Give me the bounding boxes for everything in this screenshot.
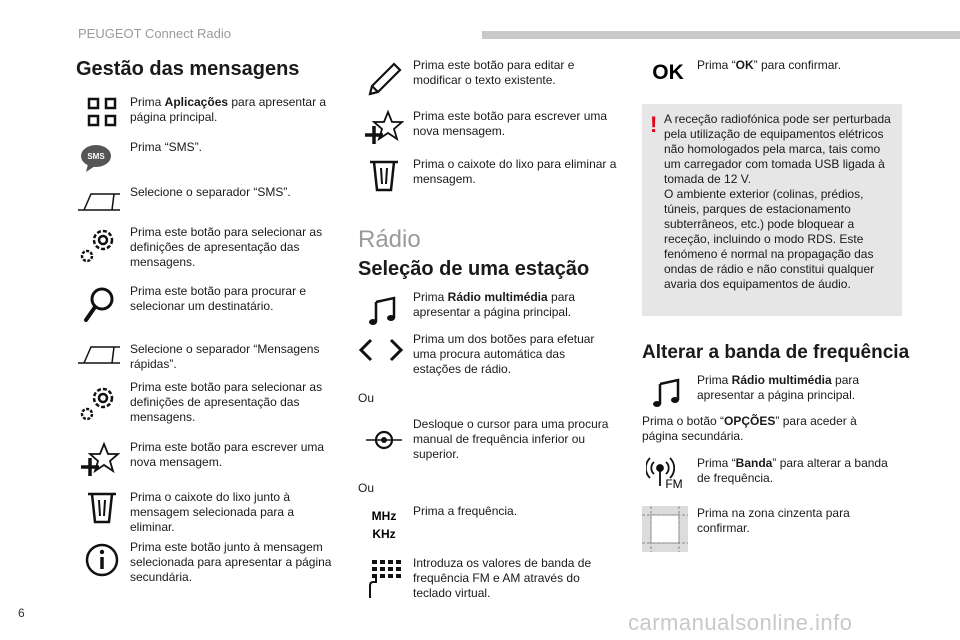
text-radio-multimedia-2: Prima Rádio multimédia para apresentar a página principal. [697, 373, 860, 402]
text-keypad: Introduza os valores de banda de frequência FM e AM através do teclado virtual. [413, 556, 592, 600]
text-search: Prima este botão para procurar e selecionar um destinatário. [130, 284, 307, 313]
tab-separator-icon [76, 333, 122, 373]
section-title-radio: Rádio [358, 226, 421, 253]
ok-icon [648, 56, 688, 86]
settings-gears-icon [78, 380, 122, 424]
music-note-icon [648, 372, 688, 412]
grey-zone-icon [642, 506, 688, 552]
apps-grid-icon [82, 92, 122, 132]
text-settings-2: Prima este botão para selecionar as definições de apresentação das mensagens. [130, 380, 323, 424]
text-apps: Prima Aplicações para apresentar a página principal. [130, 95, 327, 124]
header-title: PEUGEOT Connect Radio [78, 26, 231, 41]
text-new-message: Prima este botão para escrever uma nova mensagem. [130, 440, 325, 469]
slider-cursor-icon [364, 420, 404, 460]
text-radio-multimedia: Prima Rádio multimédia para apresentar a página principal. [413, 290, 576, 319]
warning-icon: ! [650, 112, 658, 137]
seek-arrows-icon [356, 330, 406, 370]
sms-icon [78, 138, 118, 178]
watermark: carmanualsonline.info [628, 610, 853, 635]
text-info: Prima este botão junto à mensagem selecionada para apresentar a página secundária. [130, 540, 332, 584]
trash-icon [364, 156, 404, 196]
text-band: Prima “Banda” para alterar a banda de frequência. [697, 456, 888, 485]
tab-separator-icon [76, 180, 122, 220]
text-or-1: Ou [358, 391, 375, 405]
svg-text:KHz: KHz [372, 527, 396, 541]
header-bar [482, 31, 960, 39]
edit-pencil-icon [364, 60, 404, 100]
text-settings-1: Prima este botão para selecionar as definições de apresentação das mensagens. [130, 225, 323, 269]
text-ok: Prima “OK” para confirmar. [697, 58, 842, 72]
info-icon [82, 540, 122, 580]
heading-message-management: Gestão das mensagens [76, 58, 300, 80]
text-edit: Prima este botão para editar e modificar o texto existente. [413, 58, 575, 87]
page-number: 6 [18, 606, 25, 620]
keypad-icon [362, 556, 406, 600]
text-or-2: Ou [358, 481, 375, 495]
heading-station-selection: Seleção de uma estação [358, 258, 590, 280]
text-options: Prima o botão “OPÇÕES” para aceder à página secundária. [642, 414, 857, 443]
music-note-icon [364, 290, 404, 330]
svg-text:OK: OK [652, 61, 684, 84]
text-manual-search: Desloque o cursor para uma procura manual de frequência inferior ou superior. [413, 417, 609, 461]
svg-text:MHz: MHz [371, 509, 397, 523]
svg-text:FM: FM [665, 477, 683, 491]
text-press-frequency: Prima a frequência. [413, 504, 518, 518]
svg-text:SMS: SMS [87, 152, 105, 161]
text-sms: Prima “SMS”. [130, 140, 202, 154]
heading-change-band: Alterar a banda de frequência [642, 342, 910, 363]
new-message-icon [364, 108, 404, 148]
page-header [0, 0, 960, 40]
text-grey-zone: Prima na zona cinzenta para confirmar. [697, 506, 850, 535]
text-sms-tab: Selecione o separador “SMS”. [130, 185, 291, 199]
text-new-message-2: Prima este botão para escrever uma nova mensagem. [413, 109, 608, 138]
trash-icon [82, 488, 122, 528]
text-quick-messages-tab: Selecione o separador “Mensagens rápidas”. [130, 342, 320, 371]
radio-fm-icon [646, 452, 688, 494]
search-icon [80, 284, 120, 324]
warning-box [642, 104, 902, 316]
frequency-unit-icon [362, 504, 406, 544]
text-delete-selected: Prima o caixote do lixo junto à mensagem selecionada para a eliminar. [130, 490, 295, 534]
warning-text: A receção radiofónica pode ser perturbada pela utilização de equipamentos elétricos não homologados pela marca, tais como um carregador com tomada USB ligada à tomada de 12 V. O ambiente exterior (colinas, prédios, túneis, parques de estacionamento subterrâneos, etc.) pode bloquear a receção, incluindo o modo RDS. Este fenómeno é normal na propagação das ondas de rádio e não constitui qualquer avaria dos equipamentos de áudio. [664, 112, 891, 291]
text-delete: Prima o caixote do lixo para eliminar a mensagem. [413, 157, 617, 186]
new-message-icon [80, 440, 120, 480]
text-seek: Prima um dos botões para efetuar uma procura automática das estações de rádio. [413, 332, 595, 376]
settings-gears-icon [78, 222, 122, 266]
